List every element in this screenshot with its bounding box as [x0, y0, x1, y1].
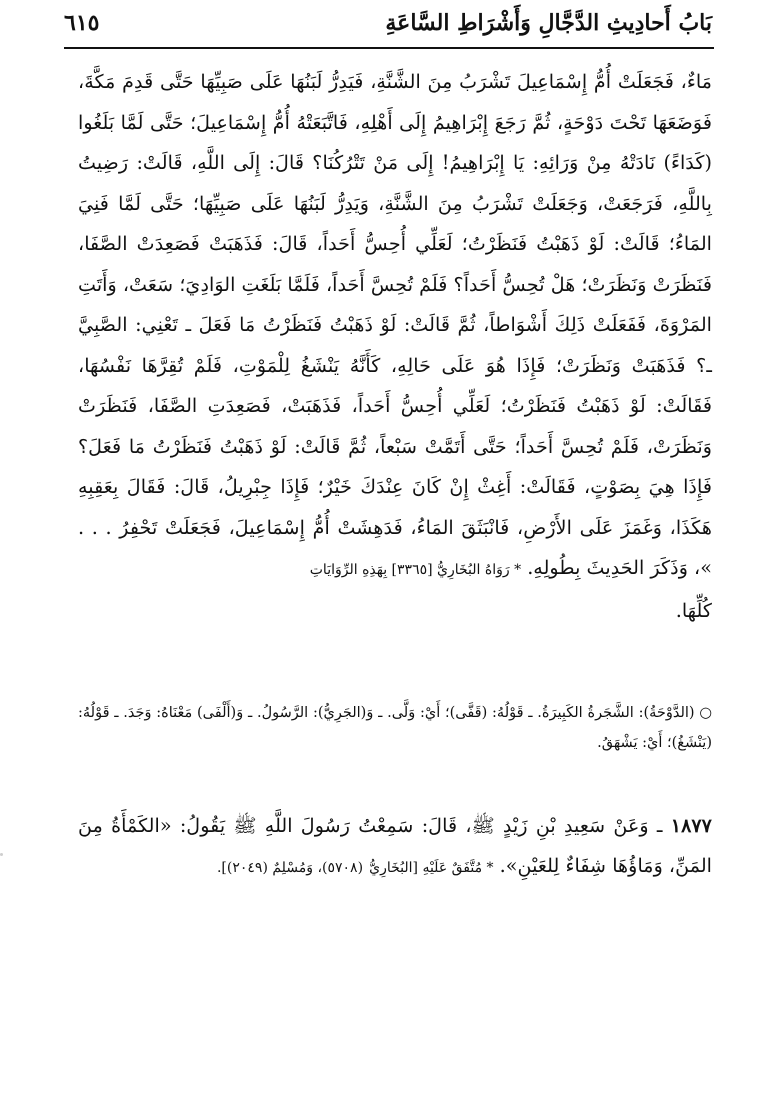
hadith-number: ١٨٧٧ — [670, 814, 712, 837]
hadith-source-refs: (٥٧٠٨)، وَمُسْلِمٌ (٢٠٤٩)]. — [216, 860, 364, 876]
hadith-paragraph — [78, 62, 712, 631]
page-number: ٦١٥ — [64, 10, 100, 36]
hadith-source-label: * مُتَّفَقٌ عَلَيْهِ [البُخَارِيُّ — [369, 860, 494, 876]
hadith-1877 — [78, 806, 712, 888]
hadith-text: ـ وَعَنْ سَعِيدِ بْنِ زَيْدٍ ﷺ، قَالَ: سَمِعْتُ رَسُولَ اللَّهِ ﷺ يَقُولُ: «الكَمْأَةُ مِنَ المَنِّ، وَمَاؤُهَا شِفَاءٌ لِلعَيْنِ». — [78, 814, 712, 877]
page-header — [64, 6, 712, 50]
scan-speck — [0, 853, 3, 856]
header-divider — [64, 47, 714, 49]
footnote-text: ○ (الدَّوْحَةُ): الشَّجَرةُ الكَبِيرَةُ. ـ قَوْلُهُ: (قَفَّى)؛ أَيْ: وَلَّى. ـ وَ(الجَرِيُّ): الرَّسُولُ. ـ وَ(أَلْفَى) مَعْنَاهُ: وَجَدَ. ـ قَوْلُهُ: (يَنْشَغُ)؛ أَيْ: يَشْهَقُ. — [78, 705, 712, 751]
hadith-body: مَاءٌ، فَجَعَلَتْ أُمُّ إِسْمَاعِيلَ تَشْرَبُ مِنَ الشَّنَّةِ، فَيَدِرُّ لَبَنُهَا عَلَى صَبِيِّهَا حَتَّى قَدِمَ مَكَّةَ، فَوَضَعَهَا تَحْتَ دَوْحَةٍ، ثُمَّ رَجَعَ إِبْرَاهِيمُ إِلَى أَهْلِهِ، فَاتَّبَعَتْهُ أُمُّ إِسْمَاعِيلَ؛ حَتَّى لَمَّا بَلَغُوا (كَدَاءً) نَادَتْهُ مِنْ وَرَائِهِ: يَا إِبْرَاهِيمُ! إِلَى مَنْ تَتْرُكُنَا؟ قَالَ: إِلَى اللَّهِ، قَالَتْ: رَضِيتُ بِاللَّهِ، فَرَجَعَتْ، وَجَعَلَتْ تَشْرَبُ مِنَ الشَّنَّةِ، وَيَدِرُّ لَبَنُهَا عَلَى صَبِيِّهَا؛ حَتَّى لَمَّا فَنِيَ المَاءُ؛ قَالَتْ: لَوْ ذَهَبْتُ فَنَظَرْتُ؛ لَعَلِّي أُحِسُّ أَحَداً، قَالَ: فَذَهَبَتْ فَصَعِدَتْ الصَّفَا، فَنَظَرَتْ وَنَظَرَتْ؛ هَلْ تُحِسُّ أَحَداً؟ فَلَمْ تُحِسَّ أَحَداً، فَلَمَّا بَلَغَتِ الوَادِيَ؛ سَعَتْ، وَأَتَتِ المَرْوَةَ، فَفَعَلَتْ ذَلِكَ أَشْوَاطاً، ثُمَّ قَالَتْ: لَوْ ذَهَبْتُ فَنَظَرْتُ مَا فَعَلَ ـ تَعْنِي: الصَّبِيَّ ـ؟ فَذَهَبَتْ وَنَظَرَتْ؛ فَإِذَا هُوَ عَلَى حَالِهِ، كَأَنَّهُ يَنْشَغُ لِلْمَوْتِ، فَلَمْ تُقِرَّهَا نَفْسُهَا، فَقَالَتْ: لَوْ ذَهَبْتُ فَنَظَرْتُ؛ لَعَلِّي أُحِسُّ أَحَداً، فَذَهَبَتْ، فَصَعِدَتِ الصَّفَا، فَنَظَرَتْ وَنَظَرَتْ، فَلَمْ تُحِسَّ أَحَداً؛ حَتَّى أَتَمَّتْ سَبْعاً، ثُمَّ قَالَتْ: لَوْ ذَهَبْتُ فَنَظَرْتُ مَا فَعَلَ؟ فَإِذَا هِيَ بِصَوْتٍ، فَقَالَتْ: أَغِثْ إِنْ كَانَ عِنْدَكَ خَيْرٌ؛ فَإِذَا جِبْرِيلُ، قَالَ: فَقَالَ بِعَقِبِهِ هَكَذَا، وَغَمَزَ عَلَى الأَرْضِ، فَانْبَثَقَ المَاءُ، فَدَهِشَتْ أُمُّ إِسْمَاعِيلَ، فَجَعَلَتْ تَحْفِرُ . . . »، وَذَكَرَ الحَدِيثَ بِطُولِهِ. — [77, 70, 712, 579]
main-text — [78, 62, 712, 631]
hadith-last-line: كُلِّهَا. — [675, 598, 712, 622]
footnote — [78, 698, 712, 758]
chapter-title: بَابُ أَحادِيثِ الدَّجَّالِ وَأَشْرَاطِ السَّاعَةِ — [385, 10, 712, 36]
hadith-source: * رَوَاهُ البُخَارِيُّ [٣٣٦٥] بِهَذِهِ الرِّوَايَاتِ — [309, 562, 522, 578]
